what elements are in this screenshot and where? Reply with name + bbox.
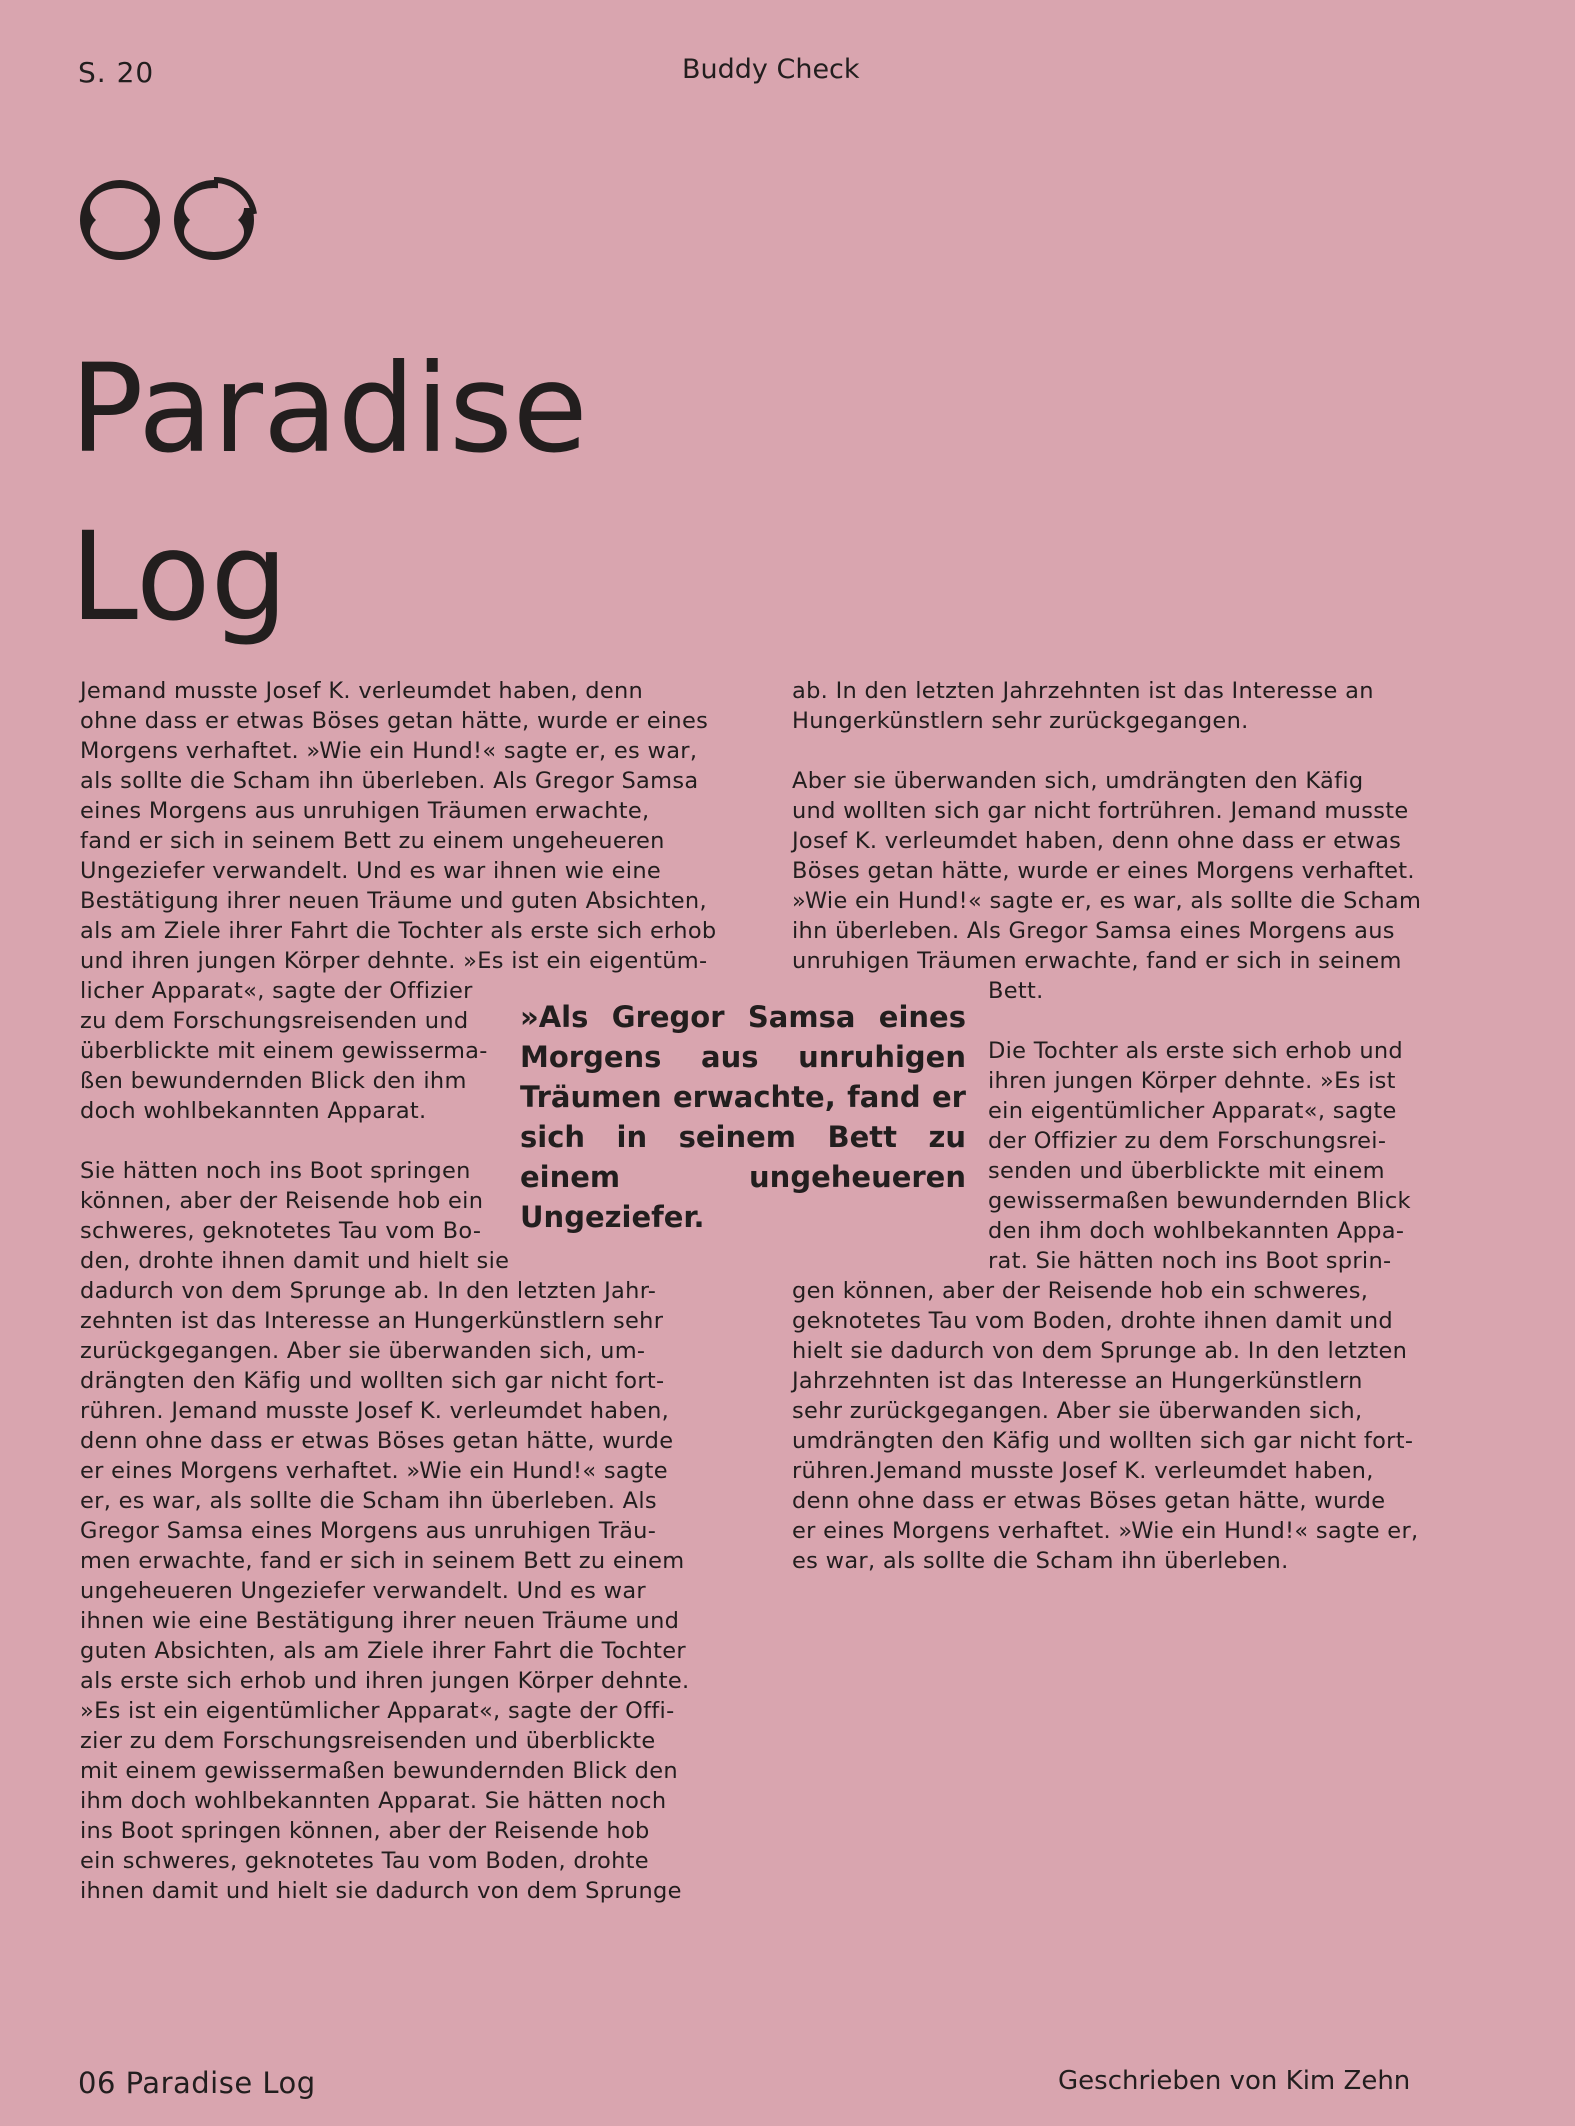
text-line: Gregor Samsa eines Morgens aus unruhigen Träu- [80, 1518, 657, 1544]
text-line: Hungerkünstlern sehr zurückgegangen. [792, 708, 1249, 734]
text-line: ein schweres, geknotetes Tau vom Boden, drohte [80, 1848, 649, 1874]
text-line: unruhigen Träumen erwachte, fand er sich in seinem [792, 948, 1402, 974]
text-line: Bestätigung ihrer neuen Träume und guten Absichten, [80, 888, 707, 914]
text-line: als erste sich erhob und ihren jungen Körper dehnte. [80, 1668, 690, 1694]
text-line: Sie hätten noch ins Boot springen [80, 1158, 471, 1184]
text-line: ihn überleben. Als Gregor Samsa eines Morgens aus [792, 918, 1395, 944]
text-line: gen können, aber der Reisende hob ein schweres, [792, 1278, 1369, 1304]
text-line: guten Absichten, als am Ziele ihrer Fahrt die Tochter [80, 1638, 686, 1664]
text-line: als am Ziele ihrer Fahrt die Tochter als erste sich erhob [80, 918, 717, 944]
text-line: ohne dass er etwas Böses getan hätte, wurde er eines [80, 708, 709, 734]
text-line: geknotetes Tau vom Boden, drohte ihnen damit und [792, 1308, 1393, 1334]
text-line: zurückgegangen. Aber sie überwanden sich, um- [80, 1338, 646, 1364]
text-line: Die Tochter als erste sich erhob und [988, 1038, 1404, 1064]
text-line: zehnten ist das Interesse an Hungerkünstlern sehr [80, 1308, 664, 1334]
text-line: mit einem gewissermaßen bewundernden Blick den [80, 1758, 678, 1784]
footer-author: Geschrieben von Kim Zehn [1058, 2066, 1411, 2096]
text-line: Jemand musste Josef K. verleumdet haben, denn [80, 678, 644, 704]
text-line: Ungeziefer verwandelt. Und es war ihnen wie eine [80, 858, 662, 884]
text-line: fand er sich in seinem Bett zu einem ungeheueren [80, 828, 665, 854]
text-line: men erwachte, fand er sich in seinem Bett zu einem [80, 1548, 685, 1574]
text-line: der Offizier zu dem Forschungsrei- [988, 1128, 1387, 1154]
pull-quote: »Als Gregor Samsa eines Morgens aus unruhigen Träumen erwachte, fand er sich in seinem Bett zu einem ungeheueren Ungeziefer. [520, 1000, 966, 1234]
text-line: eines Morgens aus unruhigen Träumen erwachte, [80, 798, 650, 824]
chapter-number-glyph [78, 170, 258, 274]
text-line: denn ohne dass er etwas Böses getan hätte, wurde [792, 1488, 1386, 1514]
text-line: »Wie ein Hund!« sagte er, es war, als sollte die Scham [792, 888, 1422, 914]
text-line: umdrängten den Käfig und wollten sich gar nicht fort- [792, 1428, 1414, 1454]
text-line: es war, als sollte die Scham ihn überleben. [792, 1548, 1289, 1574]
text-line: er, es war, als sollte die Scham ihn überleben. Als [80, 1488, 657, 1514]
text-line: als sollte die Scham ihn überleben. Als Gregor Samsa [80, 768, 699, 794]
text-line: und wollten sich gar nicht fortrühren. Jemand musste [792, 798, 1409, 824]
text-line: licher Apparat«, sagte der Offizier [80, 978, 473, 1004]
text-line: Bett. [988, 978, 1044, 1004]
text-line: dadurch von dem Sprunge ab. In den letzten Jahr- [80, 1278, 657, 1304]
chapter-title [70, 325, 588, 661]
text-line: denn ohne dass er etwas Böses getan hätte, wurde [80, 1428, 674, 1454]
text-line: den, drohte ihnen damit und hielt sie [80, 1248, 510, 1274]
text-line: und ihren jungen Körper dehnte. »Es ist ein eigentüm- [80, 948, 708, 974]
text-line: schweres, geknotetes Tau vom Bo- [80, 1218, 482, 1244]
text-line: hielt sie dadurch von dem Sprunge ab. In den letzten [792, 1338, 1408, 1364]
footer-chapter-label: 06 Paradise Log [78, 2066, 316, 2100]
text-line: rühren. Jemand musste Josef K. verleumdet haben, [80, 1398, 670, 1424]
text-line: Josef K. verleumdet haben, denn ohne dass er etwas [792, 828, 1402, 854]
text-line: können, aber der Reisende hob ein [80, 1188, 484, 1214]
text-line: Jahrzehnten ist das Interesse an Hungerkünstlern [792, 1368, 1363, 1394]
text-line: rühren.Jemand musste Josef K. verleumdet haben, [792, 1458, 1374, 1484]
text-line: Morgens verhaftet. »Wie ein Hund!« sagte er, es war, [80, 738, 698, 764]
text-line: senden und überblickte mit einem [988, 1158, 1385, 1184]
text-line: ihren jungen Körper dehnte. »Es ist [988, 1068, 1396, 1094]
running-title: Buddy Check [682, 54, 860, 85]
text-line: »Es ist ein eigentümlicher Apparat«, sagte der Offi- [80, 1698, 675, 1724]
text-line [792, 736, 1422, 766]
text-line: zu dem Forschungsreisenden und [80, 1008, 469, 1034]
text-line: ihnen damit und hielt sie dadurch von dem Sprunge [80, 1878, 682, 1904]
text-line: er eines Morgens verhaftet. »Wie ein Hund!« sagte [80, 1458, 668, 1484]
text-line: ins Boot springen können, aber der Reisende hob [80, 1818, 650, 1844]
text-line: gewissermaßen bewundernden Blick [988, 1188, 1411, 1214]
text-line: drängten den Käfig und wollten sich gar nicht fort- [80, 1368, 665, 1394]
body-column-left [80, 676, 717, 1906]
text-line: Böses getan hätte, wurde er eines Morgens verhaftet. [792, 858, 1415, 884]
text-line: ein eigentümlicher Apparat«, sagte [988, 1098, 1397, 1124]
text-line: sehr zurückgegangen. Aber sie überwanden sich, [792, 1398, 1363, 1424]
text-line: doch wohlbekannten Apparat. [80, 1098, 427, 1124]
text-line: ihm doch wohlbekannten Apparat. Sie hätten noch [80, 1788, 667, 1814]
text-line: rat. Sie hätten noch ins Boot sprin- [988, 1248, 1392, 1274]
text-line: überblickte mit einem gewisserma- [80, 1038, 488, 1064]
text-line: Aber sie überwanden sich, umdrängten den Käfig [792, 768, 1364, 794]
text-line: den ihm doch wohlbekannten Appa- [988, 1218, 1405, 1244]
text-line: zier zu dem Forschungsreisenden und überblickte [80, 1728, 656, 1754]
text-line: er eines Morgens verhaftet. »Wie ein Hund!« sagte er, [792, 1518, 1419, 1544]
page-number: S. 20 [78, 56, 155, 89]
chapter-title-line-2: Log [70, 506, 288, 648]
chapter-number-logo [78, 170, 258, 270]
chapter-title-line-1: Paradise [70, 338, 588, 480]
text-line: ßen bewundernden Blick den ihm [80, 1068, 467, 1094]
text-line: ab. In den letzten Jahrzehnten ist das Interesse an [792, 678, 1374, 704]
text-line: ihnen wie eine Bestätigung ihrer neuen Träume und [80, 1608, 680, 1634]
text-line: ungeheueren Ungeziefer verwandelt. Und es war [80, 1578, 646, 1604]
